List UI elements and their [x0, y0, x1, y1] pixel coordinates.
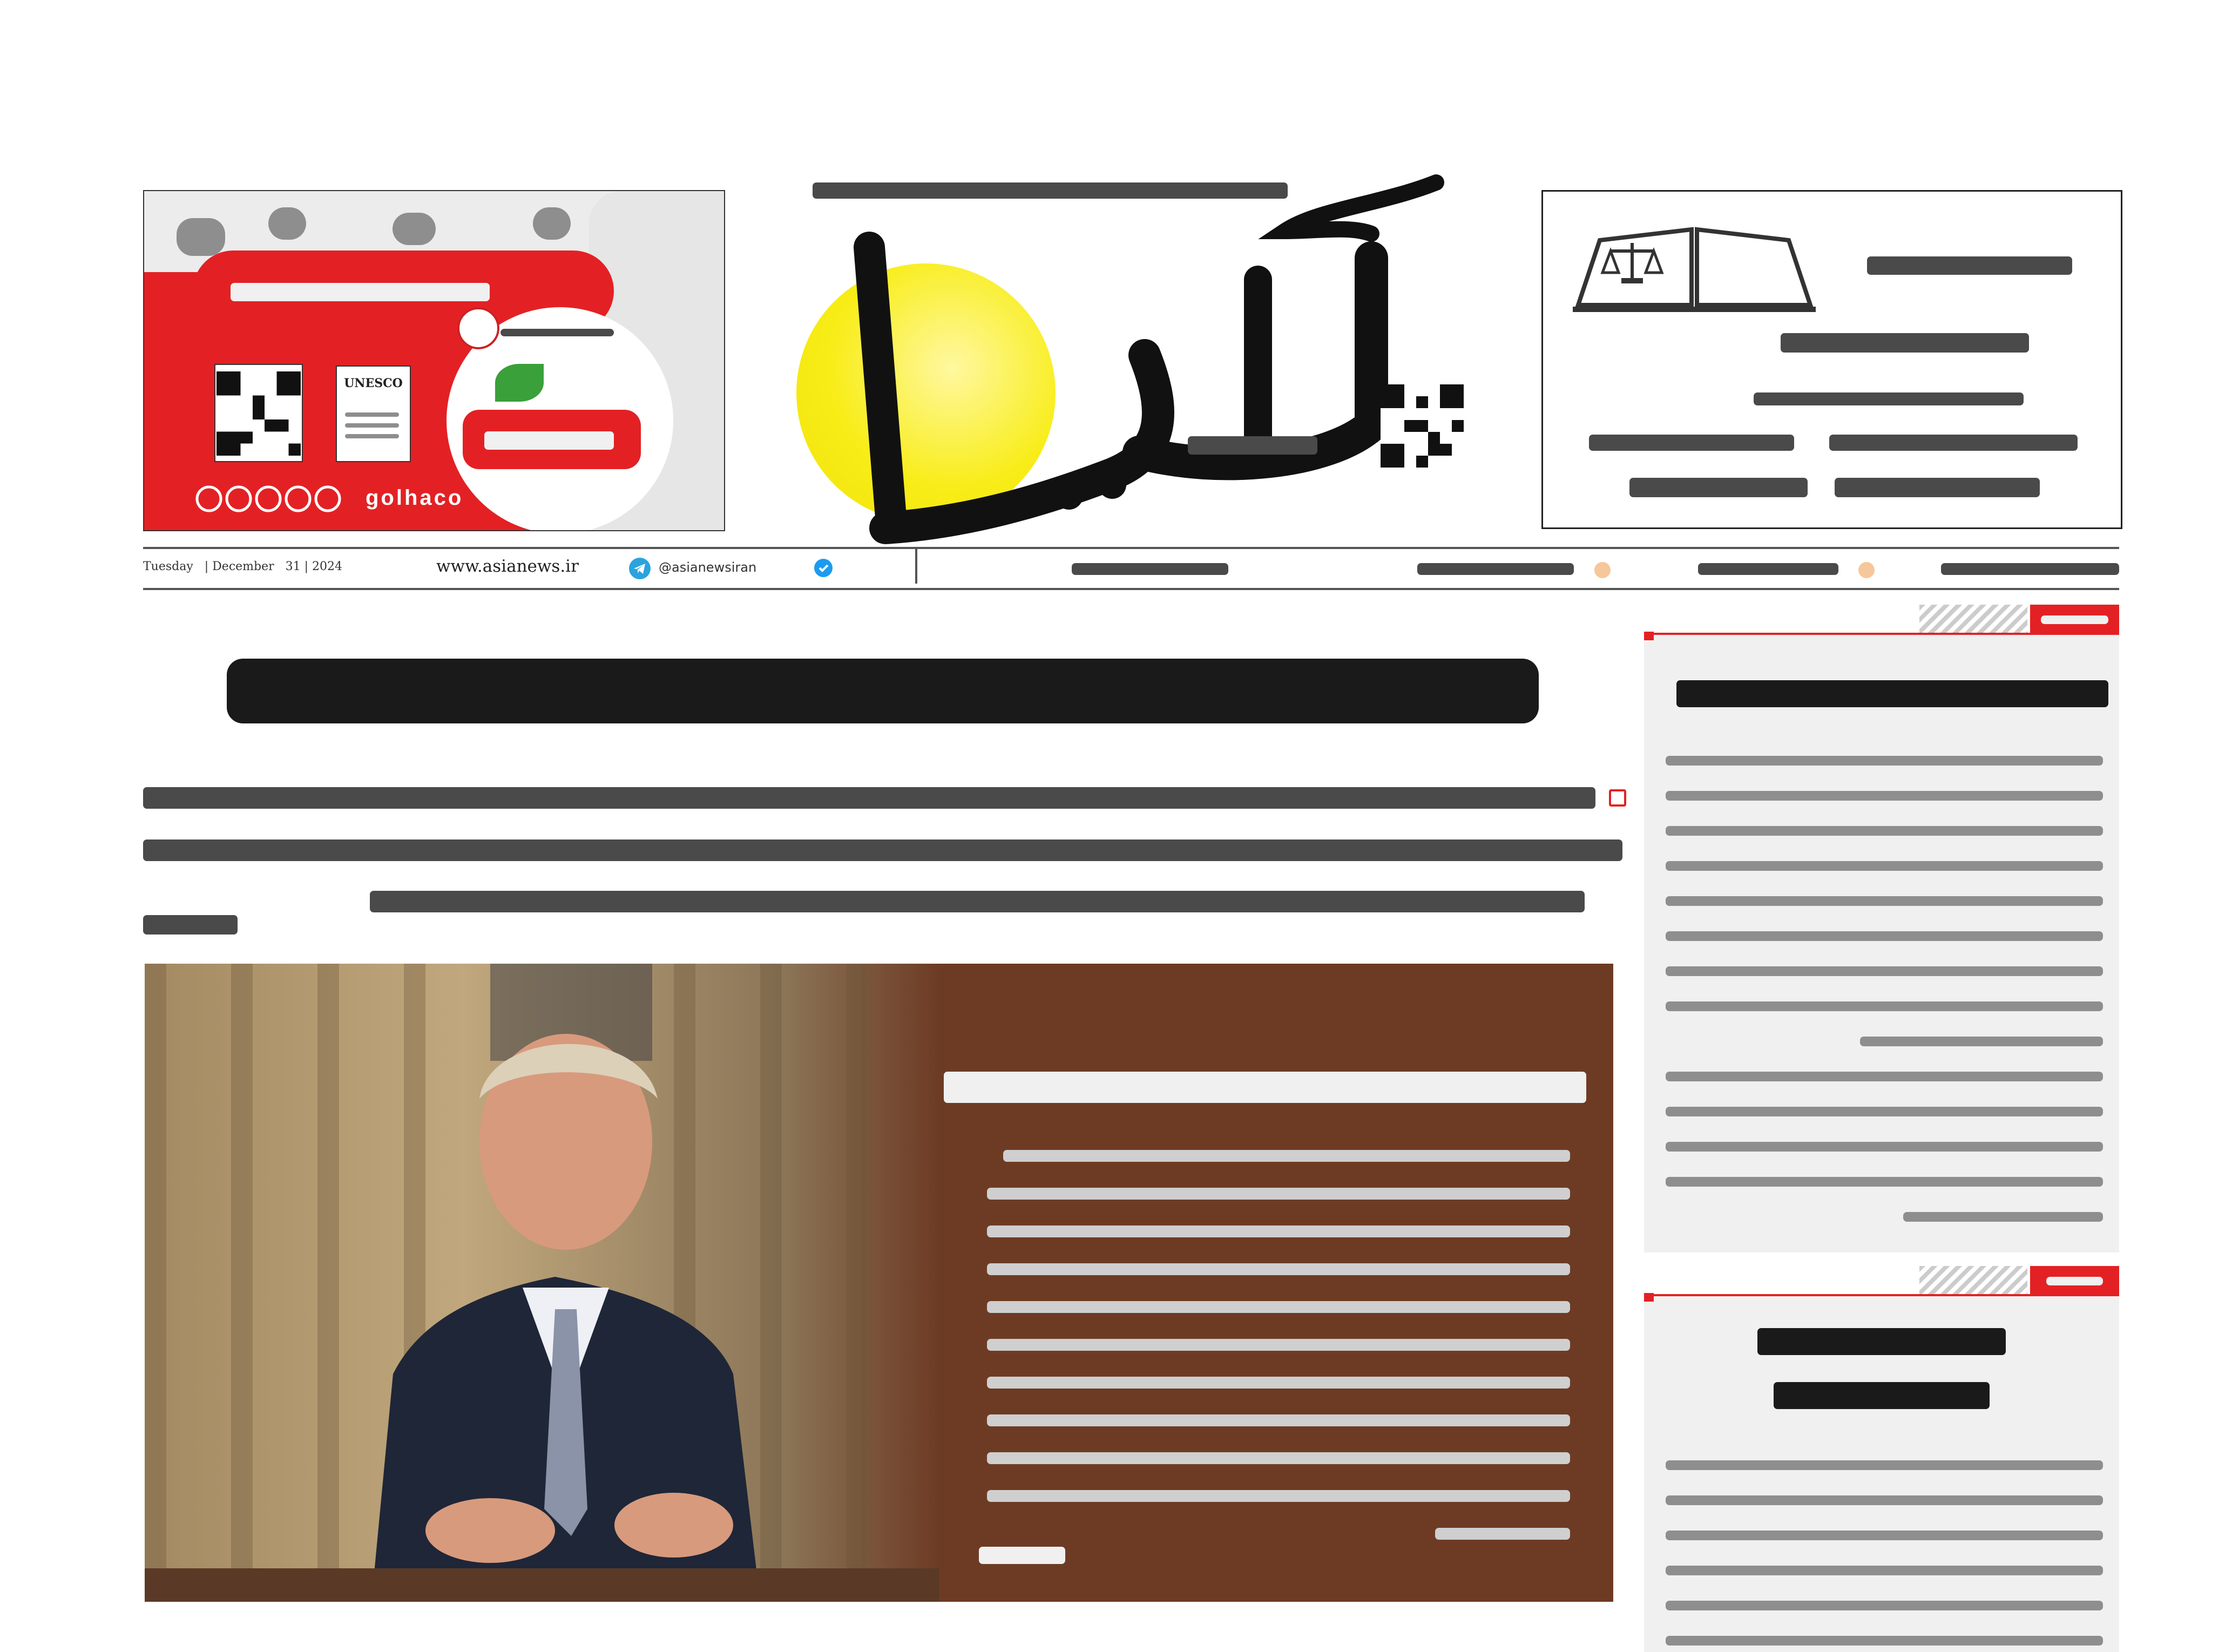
- unesco-logo: UNESCO: [336, 365, 411, 462]
- sidebar-box-label: [2030, 605, 2119, 634]
- dot-icon: [1858, 562, 1875, 578]
- carter-photo: [145, 964, 939, 1602]
- social-handle[interactable]: @asianewsiran: [659, 560, 757, 575]
- telegram-icon[interactable]: [629, 558, 651, 579]
- lead-paragraph: [143, 777, 1622, 950]
- sidebar-box-label: [2030, 1266, 2119, 1296]
- main-headline[interactable]: [227, 637, 1539, 750]
- sidebar-headline[interactable]: [1676, 680, 2108, 707]
- social-icons[interactable]: [193, 483, 522, 515]
- lead-bullet-icon: [1609, 789, 1626, 807]
- info-bar: [143, 547, 2119, 590]
- date-english: Tuesday | December 31 | 2024: [143, 560, 343, 573]
- qr-code-icon[interactable]: [1381, 384, 1464, 468]
- page-ref[interactable]: [143, 915, 238, 935]
- feature-page-ref[interactable]: [979, 1547, 1065, 1564]
- ad-brand: golhaco: [366, 486, 464, 510]
- website-link[interactable]: www.asianews.ir: [436, 557, 579, 576]
- sidebar-box-1: [1644, 605, 2119, 1252]
- chef-mascot-icon: [457, 307, 499, 349]
- ad-qr-code[interactable]: [214, 364, 303, 462]
- sidebar-rule: [1644, 633, 2119, 635]
- golha-logo: [463, 410, 641, 469]
- leaf-icon: [495, 364, 544, 402]
- sidebar-rule: [1644, 1294, 2119, 1296]
- sidebar-stripes: [1919, 1266, 2027, 1296]
- sidebar-headline[interactable]: [1757, 1328, 2006, 1355]
- dot-icon: [1594, 562, 1611, 578]
- scales-icon: [1567, 213, 1821, 316]
- verified-icon: [814, 559, 833, 577]
- logo-calligraphy: [788, 172, 1528, 550]
- sidebar-headline-2[interactable]: [1774, 1382, 1990, 1409]
- legal-ad[interactable]: [1541, 190, 2122, 529]
- golhaco-ad[interactable]: [143, 190, 725, 531]
- sidebar-stripes: [1919, 605, 2027, 634]
- sidebar-box-2: [1644, 1266, 2119, 1652]
- feature-carter[interactable]: [145, 964, 1613, 1602]
- newspaper-logo[interactable]: [788, 172, 1528, 550]
